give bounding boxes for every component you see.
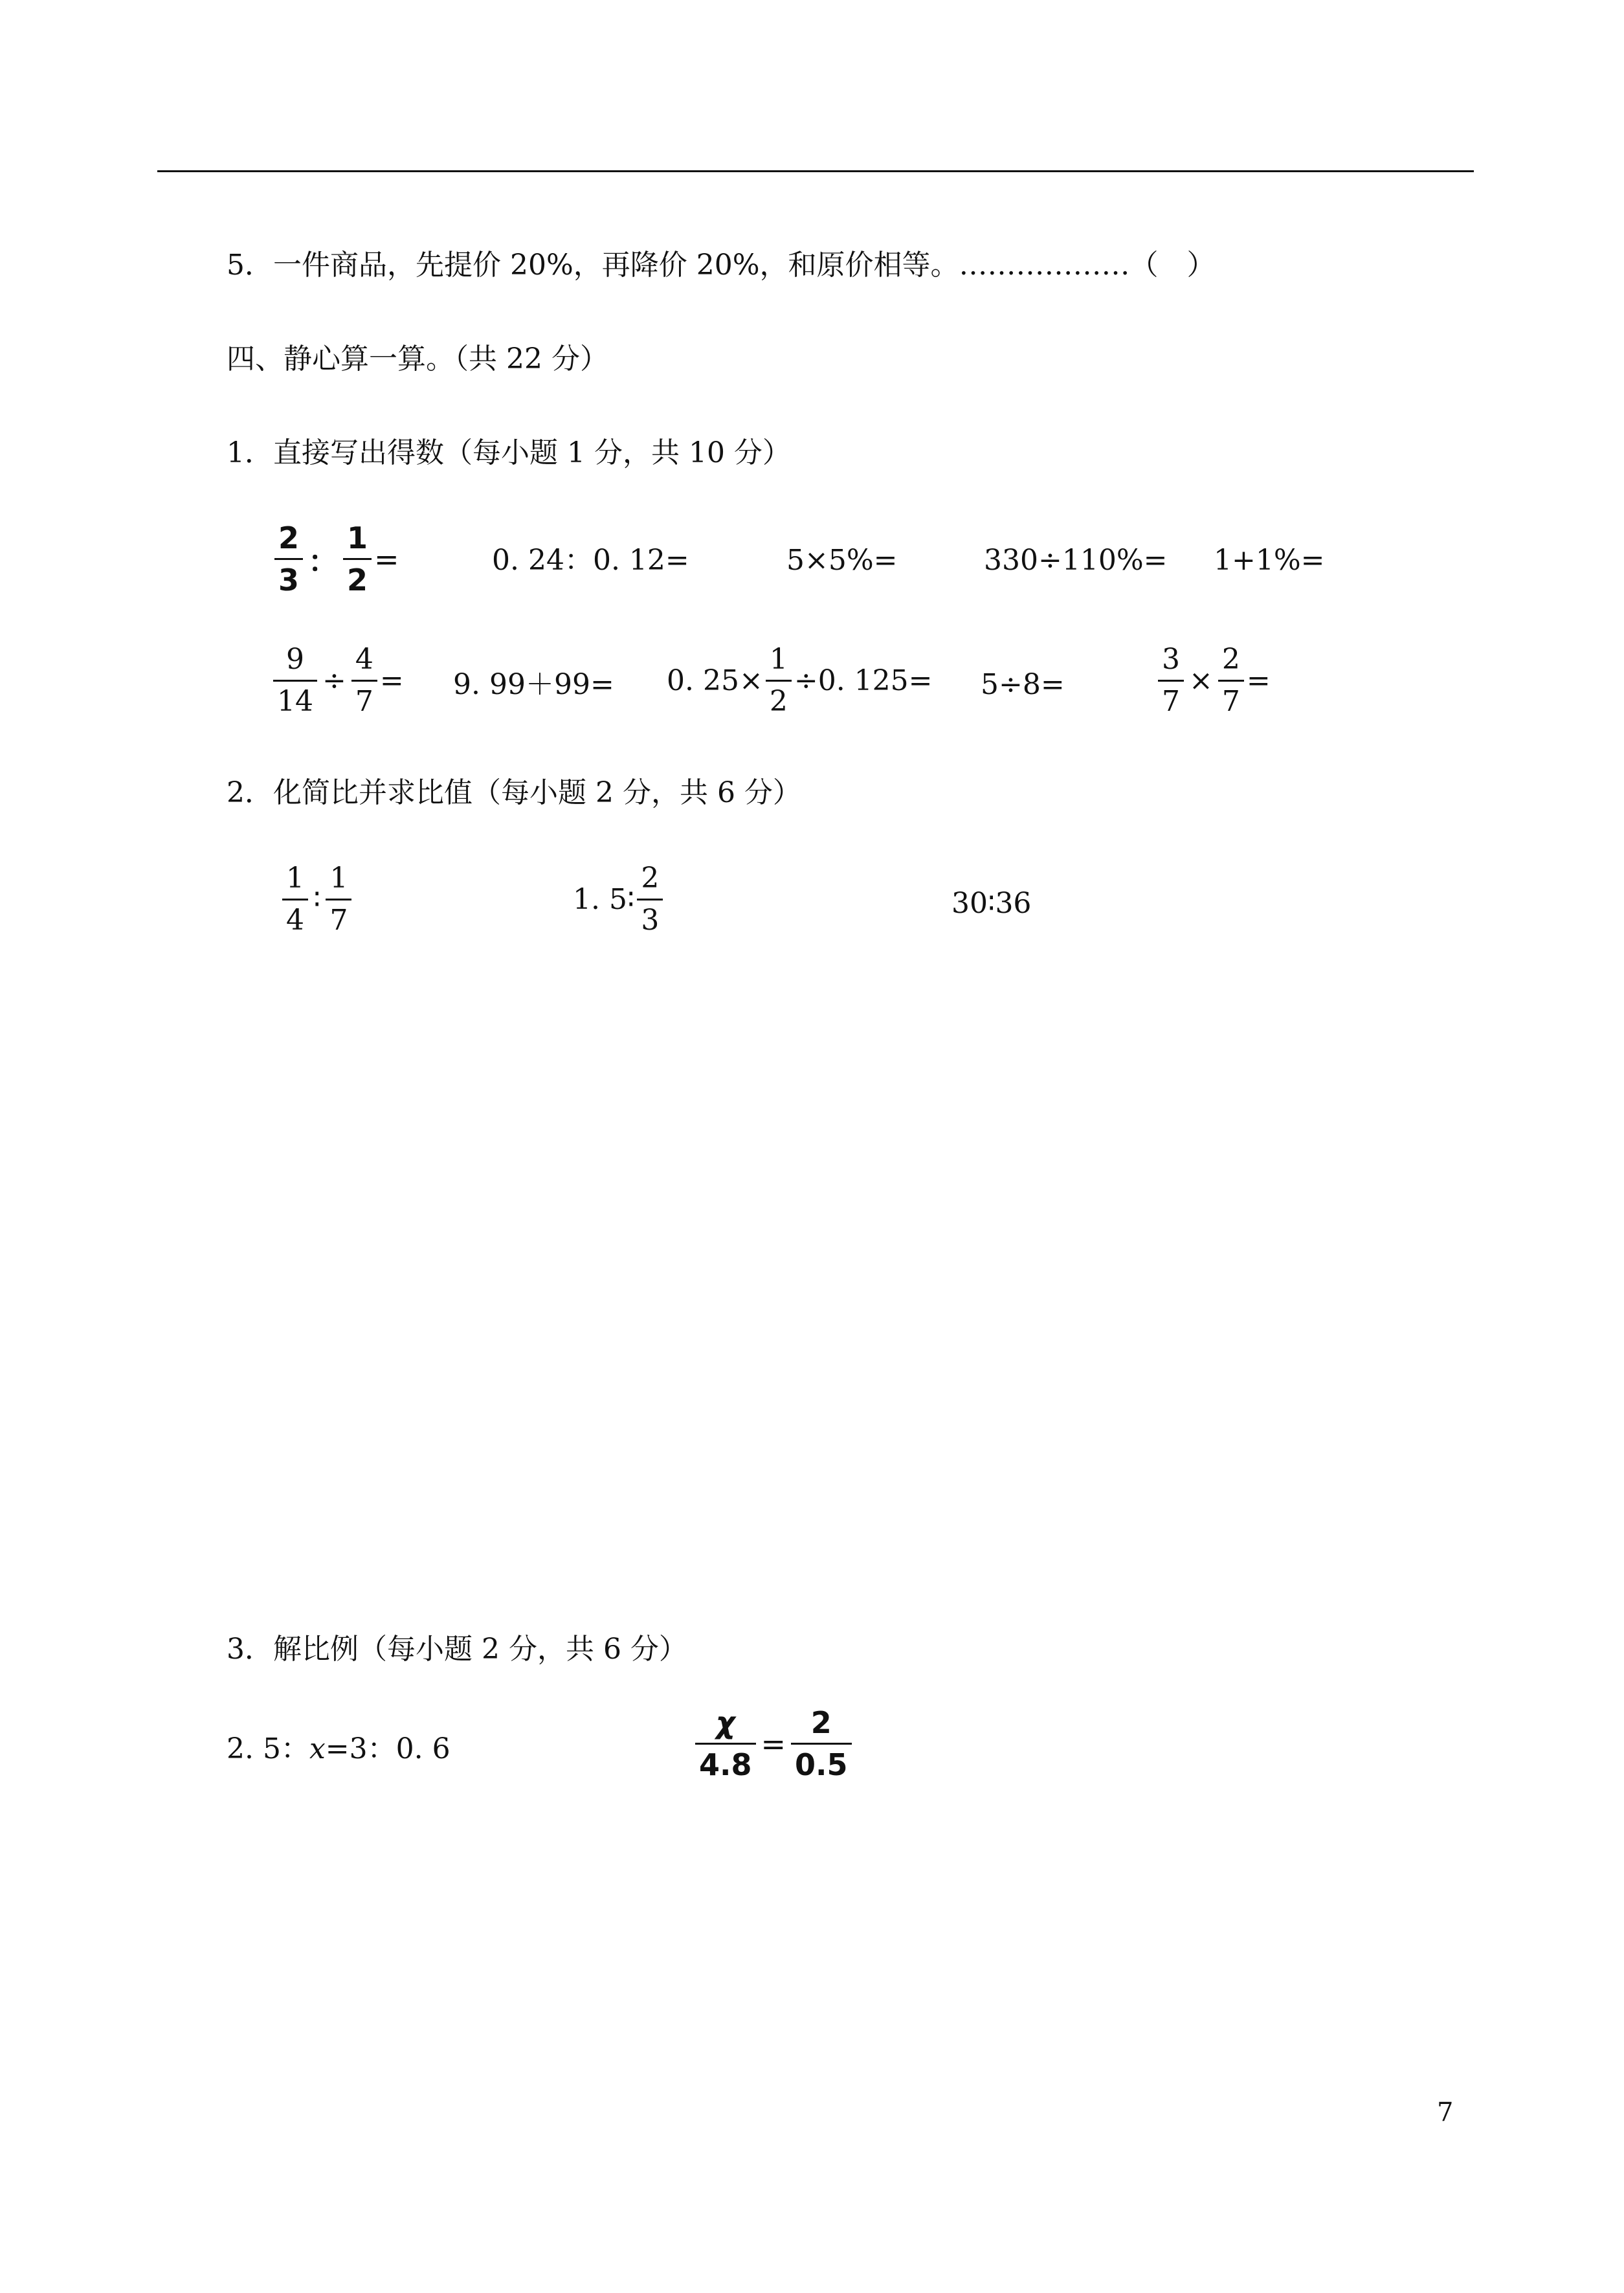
part-2-title: 2．化简比并求比值（每小题 2 分，共 6 分）: [227, 776, 801, 809]
part-3-title: 3．解比例（每小题 2 分，共 6 分）: [227, 1633, 687, 1666]
numerator: 1: [769, 643, 788, 676]
denominator: 7: [1221, 685, 1240, 718]
variable-x: x: [309, 1732, 326, 1765]
ratio-2: [573, 858, 665, 941]
numerator: 3: [1162, 643, 1180, 676]
denominator: 7: [355, 685, 373, 718]
expr-prefix: 2. 5：: [227, 1732, 309, 1765]
expr-2-1: [271, 640, 404, 722]
denominator: 7: [329, 904, 348, 937]
denominator: 0.5: [795, 1747, 848, 1782]
denominator: 14: [277, 685, 313, 718]
ratio-1: [280, 858, 354, 941]
numerator: 1: [329, 862, 348, 895]
numerator: χ: [715, 1705, 735, 1740]
expr-prefix: 0. 25×: [667, 664, 763, 697]
denominator: 3: [641, 904, 660, 937]
expr-2-5: [1155, 640, 1271, 722]
denominator: 4: [286, 904, 304, 937]
operator: ÷: [322, 664, 346, 697]
denominator: 2: [347, 563, 368, 598]
expr-2-2: 9. 99＋99=: [453, 668, 614, 701]
numerator: 9: [286, 643, 304, 676]
equals: =: [374, 541, 399, 577]
expr-1-2: 0. 24：0. 12=: [492, 544, 689, 577]
denominator: 4.8: [699, 1747, 752, 1782]
expr-suffix: =3：0. 6: [325, 1732, 450, 1765]
numerator: 2: [1221, 643, 1240, 676]
expr-prefix: 1. 5∶: [573, 883, 635, 916]
operator: =: [761, 1726, 786, 1762]
question-5: 5．一件商品，先提价 20%，再降价 20%，和原价相等。………………（ ）: [227, 249, 1216, 282]
denominator: 3: [278, 563, 300, 598]
numerator: 2: [641, 862, 660, 895]
numerator: 1: [347, 520, 368, 555]
numerator: 2: [810, 1705, 832, 1740]
operator: ：: [308, 543, 339, 579]
operator: ∶: [313, 883, 321, 916]
expr-2-3: [667, 640, 933, 722]
expr-1-4: 330÷110%=: [984, 544, 1168, 577]
operator: ×: [1189, 664, 1213, 697]
expr-2-4: 5÷8=: [981, 668, 1065, 701]
part-1-title: 1．直接写出得数（每小题 1 分，共 10 分）: [227, 436, 791, 469]
expr-1-5: 1+1%=: [1214, 544, 1325, 577]
denominator: 2: [769, 685, 788, 718]
numerator: 1: [286, 862, 304, 895]
section-4-title: 四、静心算一算。（共 22 分）: [227, 342, 608, 375]
expr-1-1: [272, 518, 399, 600]
proportion-2: [693, 1703, 854, 1785]
denominator: 7: [1162, 685, 1180, 718]
equals: =: [379, 664, 404, 697]
equals: =: [1246, 664, 1271, 697]
header-rule: [157, 170, 1474, 172]
expr-suffix: ÷0. 125=: [794, 664, 933, 697]
ratio-3: 30∶36: [951, 887, 1032, 920]
numerator: 4: [355, 643, 373, 676]
numerator: 2: [278, 520, 300, 555]
proportion-1: [227, 1730, 450, 1769]
page-number: 7: [1437, 2097, 1454, 2127]
expr-1-3: 5×5%=: [786, 544, 898, 577]
